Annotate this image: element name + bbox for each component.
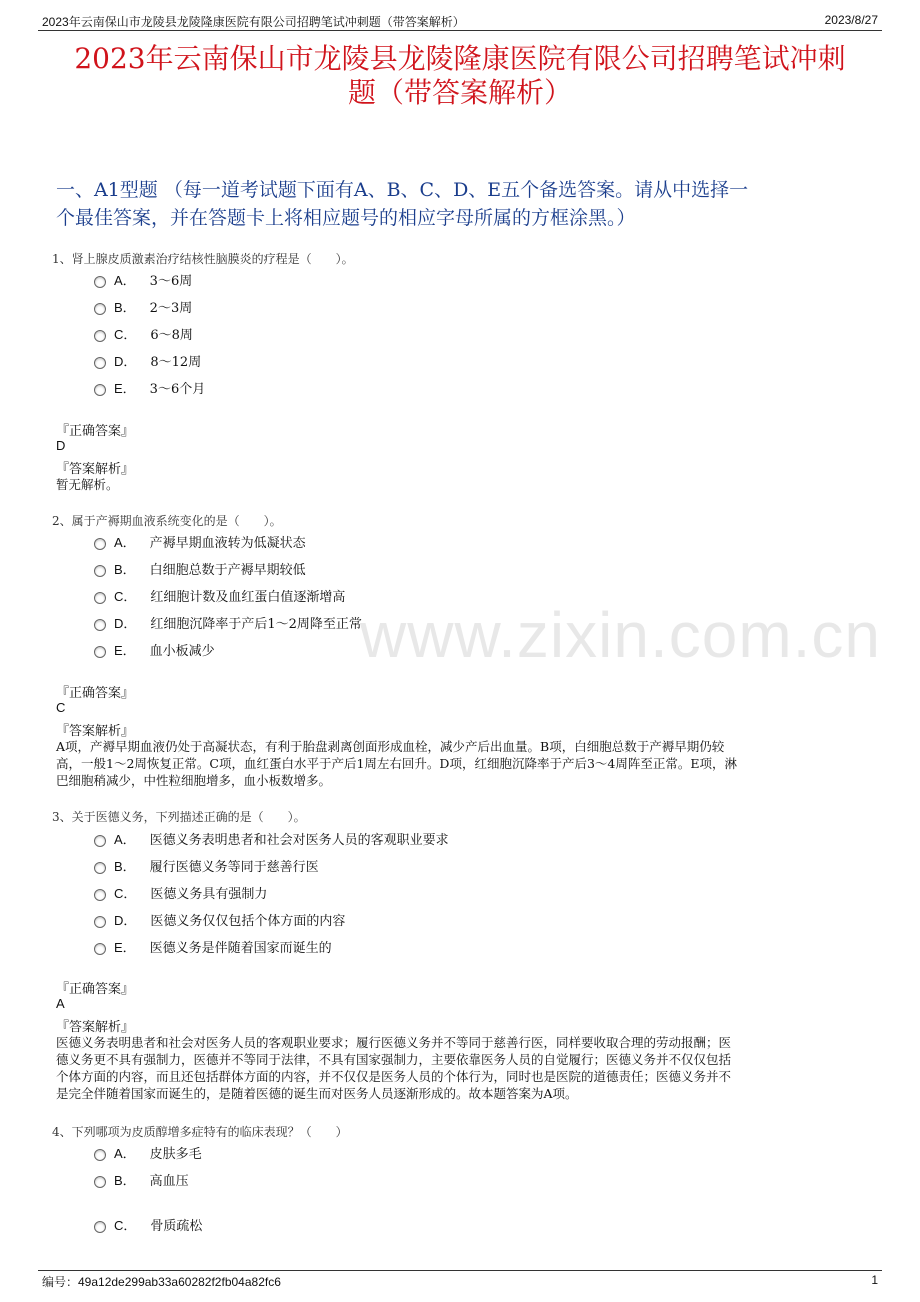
- page-number: 1: [871, 1273, 878, 1287]
- radio-icon[interactable]: [94, 565, 106, 577]
- option-text: 皮肤多毛: [149, 1147, 202, 1162]
- option-text: 医德义务仅仅包括个体方面的内容: [150, 914, 346, 929]
- option-key: D．: [114, 913, 137, 928]
- explanation: [56, 476, 864, 493]
- radio-icon[interactable]: [94, 384, 106, 396]
- option-key: A．: [114, 1146, 136, 1161]
- document-id: 编号：49a12de299ab33a60282f2fb04a82fc6: [42, 1275, 281, 1289]
- radio-icon[interactable]: [94, 1221, 106, 1233]
- option-text: 骨质疏松: [150, 1219, 203, 1234]
- header-title: 2023年云南保山市龙陵县龙陵隆康医院有限公司招聘笔试冲刺题（带答案解析）: [42, 15, 465, 29]
- radio-icon[interactable]: [94, 538, 106, 550]
- option-text: 2～3周: [149, 301, 193, 316]
- explanation: [56, 1034, 864, 1102]
- radio-icon[interactable]: [94, 1149, 106, 1161]
- option-e[interactable]: [94, 640, 215, 659]
- option-key: B．: [114, 562, 136, 577]
- option-e[interactable]: [94, 378, 205, 397]
- option-text: 履行医德义务等同于慈善行医: [149, 860, 319, 875]
- radio-icon[interactable]: [94, 619, 106, 631]
- question-stem: 2、属于产褥期血液系统变化的是（ ）。: [52, 514, 282, 528]
- option-key: D．: [114, 354, 137, 369]
- explanation-label: 『答案解析』: [56, 724, 135, 739]
- correct-answer: C: [56, 700, 66, 715]
- radio-icon[interactable]: [94, 916, 106, 928]
- option-text: 血小板减少: [149, 644, 215, 659]
- explanation-label: 『答案解析』: [56, 1020, 135, 1035]
- option-key: B．: [114, 859, 136, 874]
- option-key: B．: [114, 300, 136, 315]
- radio-icon[interactable]: [94, 646, 106, 658]
- option-key: E．: [114, 643, 136, 658]
- explanation-line: 是完全伴随着国家而诞生的，是随着医德的诞生而对医务人员逐渐形成的。故本题答案为A项。: [56, 1086, 578, 1101]
- title-line-2: 题（带答案解析）: [347, 76, 572, 109]
- option-text: 6～8周: [150, 328, 193, 343]
- radio-icon[interactable]: [94, 862, 106, 874]
- header-date: 2023/8/27: [824, 13, 878, 27]
- explanation-line: 巴细胞稍减少，中性粒细胞增多，血小板数增多。: [56, 773, 332, 788]
- option-c[interactable]: [94, 1215, 202, 1234]
- page-footer: [38, 1270, 882, 1287]
- option-c[interactable]: [94, 883, 267, 902]
- correct-answer: D: [56, 438, 66, 453]
- option-text: 红细胞沉降率于产后1～2周降至正常: [150, 617, 362, 632]
- explanation-line: 德义务更不具有强制力，医德并不等同于法律，不具有国家强制力，主要依靠医务人员的自觉履行；医德义务并不仅仅包括: [56, 1052, 732, 1067]
- option-key: C．: [114, 886, 137, 901]
- option-key: C．: [114, 1218, 137, 1233]
- option-key: C．: [114, 327, 137, 342]
- option-key: A．: [114, 832, 136, 847]
- option-e[interactable]: [94, 937, 332, 956]
- option-text: 医德义务是伴随着国家而诞生的: [149, 941, 332, 956]
- option-d[interactable]: [94, 910, 345, 929]
- option-a[interactable]: [94, 532, 306, 551]
- section-heading: [56, 176, 864, 232]
- option-text: 白细胞总数于产褥早期较低: [149, 563, 306, 578]
- explanation-line: 暂无解析。: [56, 477, 119, 492]
- question-stem: 4、下列哪项为皮质醇增多症特有的临床表现？（ ）: [52, 1125, 348, 1139]
- explanation-label: 『答案解析』: [56, 462, 135, 477]
- explanation-line: 医德义务表明患者和社会对医务人员的客观职业要求；履行医德义务并不等同于慈善行医，同样要收取合理的劳动报酬；医: [56, 1035, 732, 1050]
- question-stem: 3、关于医德义务，下列描述正确的是（ ）。: [52, 810, 306, 824]
- document-title: [40, 42, 880, 110]
- radio-icon[interactable]: [94, 357, 106, 369]
- radio-icon[interactable]: [94, 835, 106, 847]
- option-a[interactable]: [94, 829, 449, 848]
- option-a[interactable]: [94, 1143, 202, 1162]
- explanation-line: 个体方面的内容，而且还包括群体方面的内容，并不仅仅是医务人员的个体行为，同时也是医院的道德责任；医德义务并不: [56, 1069, 732, 1084]
- option-text: 医德义务表明患者和社会对医务人员的客观职业要求: [149, 833, 449, 848]
- radio-icon[interactable]: [94, 276, 106, 288]
- correct-answer: A: [56, 996, 65, 1011]
- answer-label: 『正确答案』: [56, 424, 135, 439]
- option-d[interactable]: [94, 351, 201, 370]
- option-text: 产褥早期血液转为低凝状态: [149, 536, 306, 551]
- option-text: 红细胞计数及血红蛋白值逐渐增高: [150, 590, 346, 605]
- watermark: www.zixin.com.cn: [360, 599, 881, 671]
- option-key: B．: [114, 1173, 136, 1188]
- question-stem: 1、肾上腺皮质激素治疗结核性脑膜炎的疗程是（ ）。: [52, 252, 354, 266]
- option-b[interactable]: [94, 297, 192, 316]
- option-b[interactable]: [94, 856, 319, 875]
- option-text: 3～6个月: [149, 382, 206, 397]
- page-header: [38, 12, 882, 31]
- option-key: C．: [114, 589, 137, 604]
- option-d[interactable]: [94, 613, 362, 632]
- explanation-line: A项，产褥早期血液仍处于高凝状态，有利于胎盘剥离创面形成血栓，减少产后出血量。B项，白细胞总数于产褥早期仍较: [56, 739, 725, 754]
- option-key: A．: [114, 535, 136, 550]
- option-c[interactable]: [94, 324, 193, 343]
- option-text: 医德义务具有强制力: [150, 887, 268, 902]
- option-a[interactable]: [94, 270, 192, 289]
- radio-icon[interactable]: [94, 1176, 106, 1188]
- option-b[interactable]: [94, 1170, 189, 1189]
- option-key: A．: [114, 273, 136, 288]
- radio-icon[interactable]: [94, 592, 106, 604]
- explanation-line: 高，一般1～2周恢复正常。C项，血红蛋白水平于产后1周左右回升。D项，红细胞沉降率于产后3～4周阵至正常。E项，淋: [56, 756, 737, 771]
- radio-icon[interactable]: [94, 889, 106, 901]
- option-b[interactable]: [94, 559, 306, 578]
- section-line-1: 一、A1型题 （每一道考试题下面有A、B、C、D、E五个备选答案。请从中选择一: [56, 179, 749, 201]
- option-key: D．: [114, 616, 137, 631]
- title-line-1: 2023年云南保山市龙陵县龙陵隆康医院有限公司招聘笔试冲刺: [74, 42, 846, 75]
- option-key: E．: [114, 940, 136, 955]
- option-text: 3～6周: [149, 274, 193, 289]
- option-key: E．: [114, 381, 136, 396]
- option-text: 高血压: [149, 1174, 189, 1189]
- radio-icon[interactable]: [94, 303, 106, 315]
- option-c[interactable]: [94, 586, 345, 605]
- option-text: 8～12周: [150, 355, 202, 370]
- explanation: [56, 738, 864, 789]
- radio-icon[interactable]: [94, 330, 106, 342]
- radio-icon[interactable]: [94, 943, 106, 955]
- answer-label: 『正确答案』: [56, 686, 135, 701]
- answer-label: 『正确答案』: [56, 982, 135, 997]
- section-line-2: 个最佳答案，并在答题卡上将相应题号的相应字母所属的方框涂黑。）: [56, 207, 636, 229]
